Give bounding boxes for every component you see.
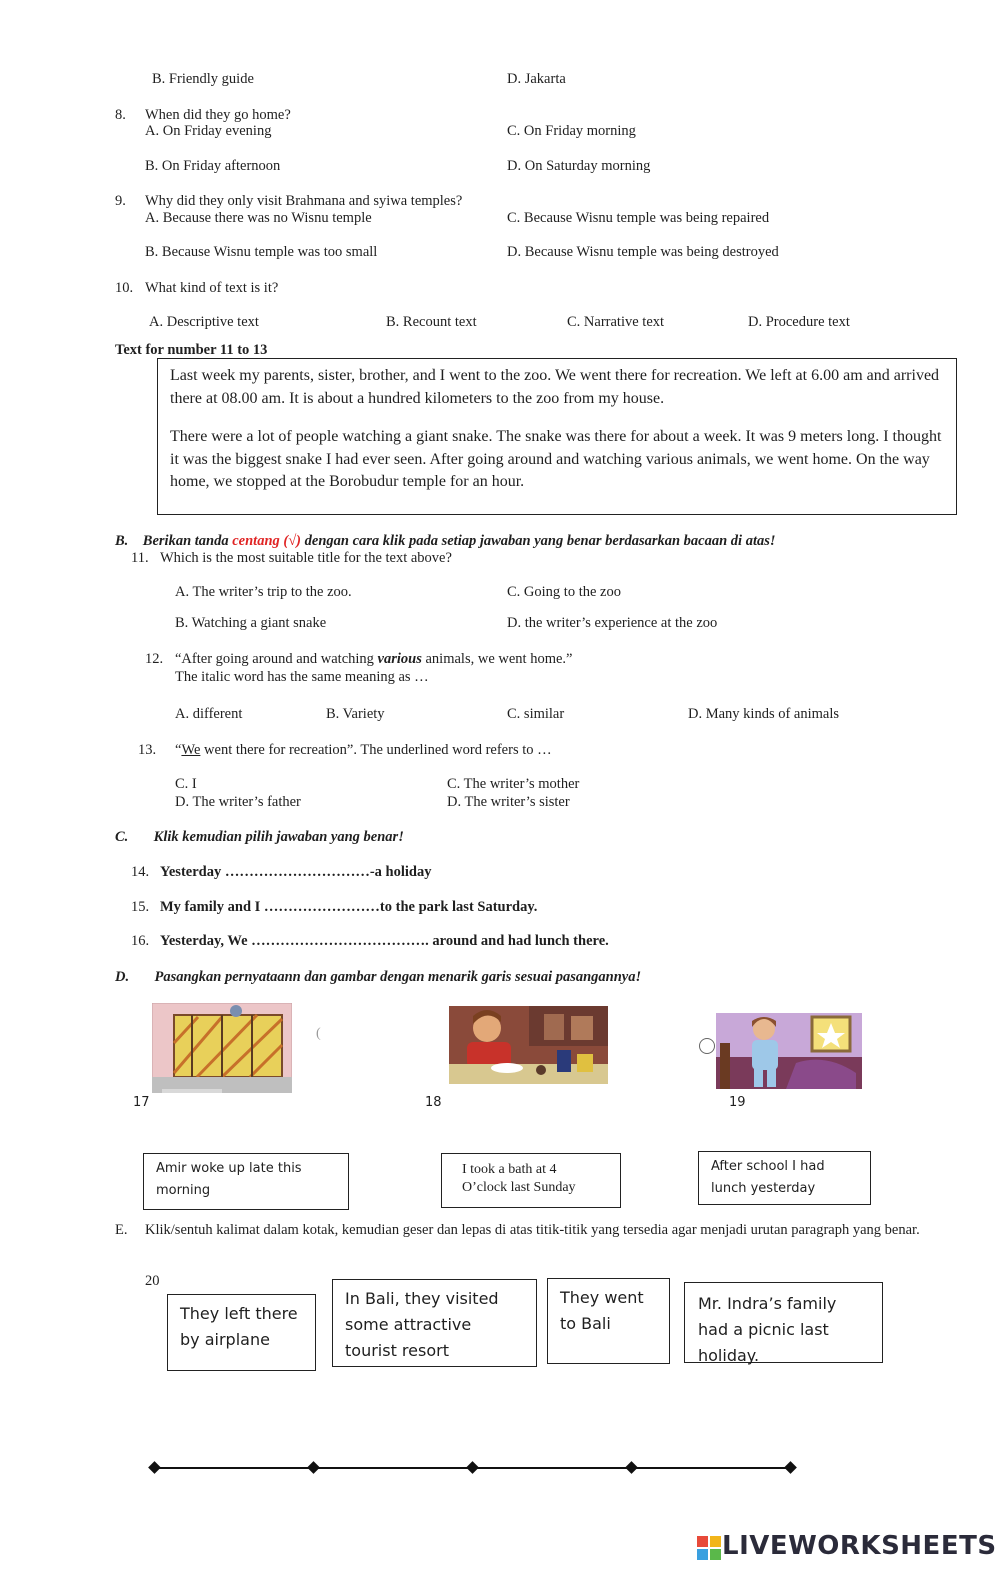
section-b-pre: Berikan tanda	[142, 533, 229, 549]
q15-sentence[interactable]: My family and I ……………………to the park last Saturday.	[160, 899, 538, 915]
q10-number: 10.	[115, 280, 134, 296]
q12-option-a[interactable]: A. different	[175, 706, 243, 722]
drag-sentence-4[interactable]: Mr. Indra’s family had a picnic last holiday.	[684, 1282, 883, 1363]
q12-quote-pre: “After going around and watching	[175, 651, 374, 667]
q11-option-a[interactable]: A. The writer’s trip to the zoo.	[175, 584, 352, 600]
q11-question: Which is the most suitable title for the text above?	[160, 550, 452, 566]
q13-option-d2[interactable]: D. The writer’s sister	[447, 794, 570, 810]
q9-number: 9.	[115, 193, 126, 209]
section-b-post: dengan cara klik pada setiap jawaban yang benar berdasarkan bacaan di atas!	[304, 533, 776, 549]
q13-question-rest: went there for recreation”. The underlined word refers to …	[200, 742, 552, 758]
q8-number: 8.	[115, 107, 126, 123]
reading-text-heading: Text for number 11 to 13	[115, 342, 268, 358]
section-d-text: Pasangkan pernyataann dan gambar dengan menarik garis sesuai pasangannya!	[154, 969, 642, 985]
q8-option-b[interactable]: B. On Friday afternoon	[145, 158, 281, 174]
section-e-instruction: Klik/sentuh kalimat dalam kotak, kemudian geser dan lepas di atas titik-titik yang tersedia agar menjadi urutan paragraph yang benar.	[145, 1222, 920, 1238]
q8-option-a[interactable]: A. On Friday evening	[145, 123, 272, 139]
q11-option-b[interactable]: B. Watching a giant snake	[175, 615, 327, 631]
section-c-instruction	[115, 829, 404, 846]
picture-18-number: 18	[425, 1095, 442, 1110]
section-c-text: Klik kemudian pilih jawaban yang benar!	[153, 829, 404, 845]
section-d-instruction	[115, 969, 641, 986]
picture-17-number: 17	[133, 1095, 150, 1110]
q9-option-c[interactable]: C. Because Wisnu temple was being repaired	[507, 210, 770, 226]
drop-target-5[interactable]	[784, 1461, 797, 1474]
q16-number: 16.	[131, 933, 150, 949]
q10-option-c[interactable]: C. Narrative text	[567, 314, 665, 330]
q10-question: What kind of text is it?	[145, 280, 279, 296]
q16-sentence[interactable]: Yesterday, We ………………………………. around and had lunch there.	[160, 933, 609, 949]
drop-target-3[interactable]	[466, 1461, 479, 1474]
reading-paragraph-2: There were a lot of people watching a giant snake. The snake was there for about a week. It was 9 meters long. I thought it was the biggest snake I had ever seen. After going around and watching various animals, we went home. On the way home, we stopped at the Borobudur temple for an hour.	[170, 428, 942, 490]
q9-option-d[interactable]: D. Because Wisnu temple was being destroyed	[507, 244, 779, 260]
drop-target-1[interactable]	[148, 1461, 161, 1474]
q13-number: 13.	[138, 742, 157, 758]
q11-number: 11.	[131, 550, 149, 566]
q11-option-d[interactable]: D. the writer’s experience at the zoo	[507, 615, 718, 631]
q13-underlined-word: We	[181, 742, 201, 758]
q7-option-b[interactable]: B. Friendly guide	[152, 71, 254, 87]
wake-up-picture[interactable]	[716, 1013, 862, 1089]
picture-19-mark-icon	[699, 1038, 715, 1054]
q15-number: 15.	[131, 899, 150, 915]
q10-option-d[interactable]: D. Procedure text	[748, 314, 850, 330]
section-b-instruction	[115, 533, 776, 550]
q12-quote-post: animals, we went home.”	[425, 651, 573, 667]
match-statement-3[interactable]: After school I had lunch yesterday	[698, 1151, 871, 1205]
eating-picture[interactable]	[449, 1006, 608, 1084]
liveworksheets-brand[interactable]: LIVEWORKSHEETS	[722, 1531, 997, 1561]
section-c-letter: C.	[115, 829, 129, 845]
q12-number: 12.	[145, 651, 164, 667]
q20-number: 20	[145, 1273, 160, 1289]
q9-option-b[interactable]: B. Because Wisnu temple was too small	[145, 244, 378, 260]
picture-17-mark: (	[316, 1026, 321, 1041]
reading-text-box	[157, 358, 957, 515]
match-statement-1[interactable]: Amir woke up late this morning	[143, 1153, 349, 1210]
q12-option-d[interactable]: D. Many kinds of animals	[688, 706, 840, 722]
q9-option-a[interactable]: A. Because there was no Wisnu temple	[145, 210, 372, 226]
section-b-checkmark-word: centang (√)	[232, 533, 302, 549]
q10-option-a[interactable]: A. Descriptive text	[149, 314, 259, 330]
drop-target-2[interactable]	[307, 1461, 320, 1474]
section-d-letter: D.	[115, 969, 130, 985]
drag-sentence-2[interactable]: In Bali, they visited some attractive tourist resort	[332, 1279, 537, 1367]
match-statement-2[interactable]: I took a bath at 4 O’clock last Sunday	[441, 1153, 621, 1208]
q12-option-b[interactable]: B. Variety	[326, 706, 385, 722]
q8-option-d[interactable]: D. On Saturday morning	[507, 158, 651, 174]
q9-question: Why did they only visit Brahmana and syiwa temples?	[145, 193, 463, 209]
q12-italic-word: various	[377, 651, 422, 667]
q12-quote	[175, 651, 572, 668]
q8-question: When did they go home?	[145, 107, 291, 123]
drag-sentence-3[interactable]: They went to Bali	[547, 1278, 670, 1364]
q13-option-c2[interactable]: C. The writer’s mother	[447, 776, 580, 792]
q8-option-c[interactable]: C. On Friday morning	[507, 123, 636, 139]
q14-number: 14.	[131, 864, 150, 880]
q13-question	[175, 742, 552, 759]
q13-open-quote: “	[175, 742, 182, 758]
q10-option-b[interactable]: B. Recount text	[386, 314, 477, 330]
q13-option-d1[interactable]: D. The writer’s father	[175, 794, 301, 810]
drop-target-4[interactable]	[625, 1461, 638, 1474]
reading-paragraph-1: Last week my parents, sister, brother, and I went to the zoo. We went there for recreation. We left at 6.00 am and arrived there at 08.00 am. It is about a hundred kilometers to the zoo from my house.	[170, 367, 940, 407]
q13-option-c1[interactable]: C. I	[175, 776, 197, 792]
q12-option-c[interactable]: C. similar	[507, 706, 565, 722]
q11-option-c[interactable]: C. Going to the zoo	[507, 584, 621, 600]
q14-sentence[interactable]: Yesterday …………………………-a holiday	[160, 864, 432, 880]
section-b-letter: B.	[115, 533, 129, 549]
section-e-letter: E.	[115, 1222, 128, 1238]
drag-sentence-1[interactable]: They left there by airplane	[167, 1294, 316, 1371]
q12-question: The italic word has the same meaning as …	[175, 669, 429, 685]
q7-option-d[interactable]: D. Jakarta	[507, 71, 566, 87]
picture-19-number: 19	[729, 1095, 746, 1110]
liveworksheets-logo-icon	[697, 1536, 721, 1560]
bathroom-picture[interactable]	[152, 1003, 292, 1093]
